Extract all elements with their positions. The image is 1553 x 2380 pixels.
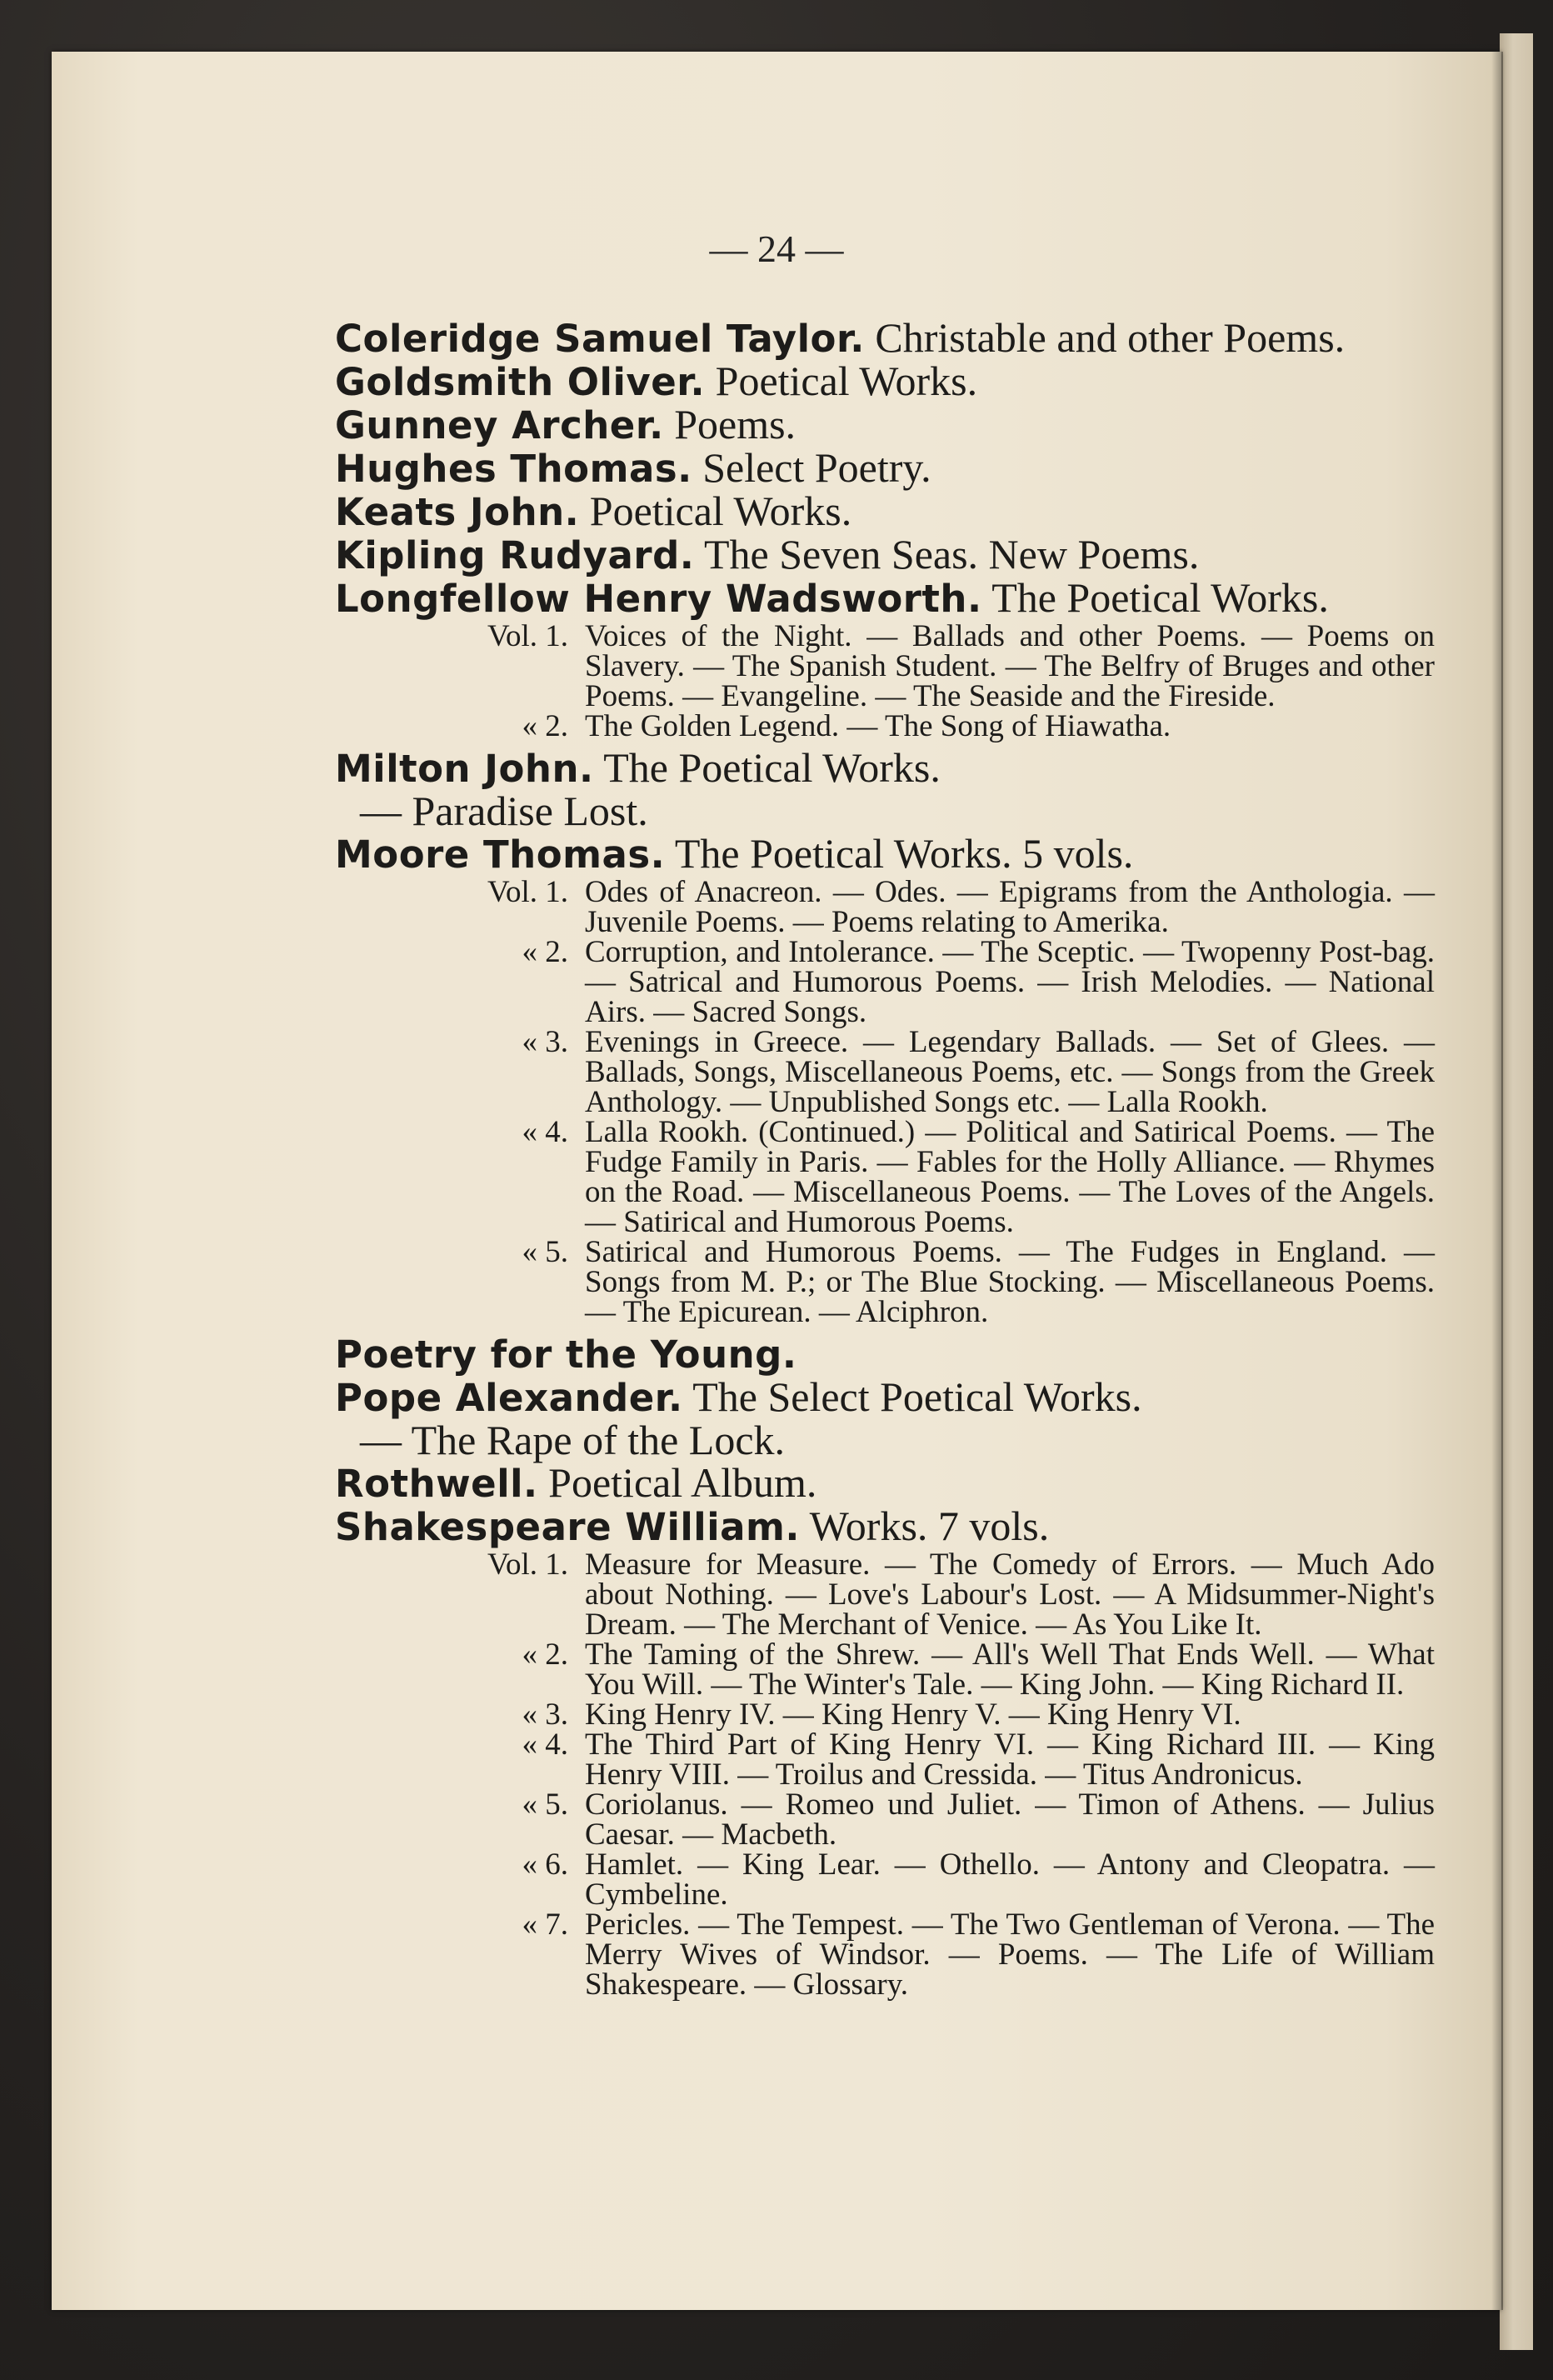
volume-contents: Corruption, and Intolerance. — The Sceptic. — Twopenny Post-bag. — Satrical and Humorous Poems. — Irish Melodies. — National Airs. — Sacred Songs.	[585, 935, 1435, 1029]
volume-item	[335, 1730, 1435, 1790]
entry-rothwell	[335, 1459, 1435, 1506]
title: Select Poetry.	[702, 444, 931, 491]
title: Poetical Works.	[589, 488, 852, 534]
volume-item	[335, 1115, 1435, 1239]
volume-item	[335, 875, 1435, 939]
title: The Seven Seas. New Poems.	[703, 531, 1200, 578]
volume-contents: Voices of the Night. — Ballads and other Poems. — Poems on Slavery. — The Spanish Student. — The Belfry of Bruges and other Poems. — Evangeline. — The Seaside and the Fireside.	[585, 619, 1435, 713]
title: The Poetical Works. 5 vols.	[674, 830, 1134, 877]
volume-item	[335, 1850, 1435, 1910]
volume-contents: Lalla Rookh. (Continued.) — Political and Satirical Poems. — The Fudge Family in Paris. — Fables for the Holly Alliance. — Rhymes on the Road. — Miscellaneous Poems. — The Loves of the Angels. — Satirical and Humorous Poems.	[585, 1115, 1435, 1239]
title: The Select Poetical Works.	[692, 1373, 1142, 1420]
volume-item	[335, 1550, 1435, 1640]
entry-poetry-young	[335, 1332, 1435, 1376]
volume-item	[335, 1910, 1435, 2000]
pope-subentry: — The Rape of the Lock.	[360, 1417, 786, 1463]
adjacent-page-edge	[1500, 33, 1533, 2350]
author: Keats John.	[335, 490, 580, 534]
volume-item	[335, 935, 1435, 1029]
entry-keats	[335, 490, 1435, 533]
title: Poems.	[674, 401, 796, 448]
entry-moore	[335, 832, 1435, 876]
title: Poetical Album.	[548, 1459, 817, 1506]
volume-item	[335, 1700, 1435, 1730]
entry-gunney	[335, 403, 1435, 447]
author: Moore Thomas.	[335, 832, 666, 877]
volume-label: « 7.	[522, 1908, 568, 1942]
volume-label: « 4.	[522, 1115, 568, 1149]
entry-longfellow	[335, 574, 1435, 621]
author: Shakespeare William.	[335, 1505, 800, 1549]
volume-contents: King Henry IV. — King Henry V. — King Henry VI.	[585, 1698, 1241, 1732]
author: Milton John.	[335, 747, 594, 791]
volume-label: Vol. 1.	[487, 875, 568, 909]
volume-label: « 6.	[522, 1848, 568, 1882]
entry-pope	[335, 1373, 1435, 1420]
title: The Poetical Works.	[603, 744, 941, 791]
volume-label: Vol. 1.	[487, 619, 568, 653]
volume-item	[335, 1025, 1435, 1119]
volume-contents: Coriolanus. — Romeo und Juliet. — Timon of Athens. — Julius Caesar. — Macbeth.	[585, 1788, 1435, 1852]
volume-contents: The Third Part of King Henry VI. — King Richard III. — King Henry VIII. — Troilus and Cressida. — Titus Andronicus.	[585, 1728, 1435, 1792]
volume-label: « 5.	[522, 1788, 568, 1822]
title: Works. 7 vols.	[809, 1502, 1050, 1549]
volume-contents: Pericles. — The Tempest. — The Two Gentleman of Verona. — The Merry Wives of Windsor. — Poems. — The Life of William Shakespeare. — Glossary.	[585, 1908, 1435, 2002]
author: Longfellow Henry Wadsworth.	[335, 577, 982, 621]
volume-label: « 4.	[522, 1728, 568, 1762]
volume-contents: Hamlet. — King Lear. — Othello. — Antony and Cleopatra. — Cymbeline.	[585, 1848, 1435, 1912]
volume-label: « 5.	[522, 1235, 568, 1269]
volume-item	[335, 1790, 1435, 1850]
page-number: — 24 —	[709, 228, 844, 270]
volume-contents: Measure for Measure. — The Comedy of Errors. — Much Ado about Nothing. — Love's Labour's Lost. — A Midsummer-Night's Dream. — The Merchant of Venice. — As You Like It.	[585, 1548, 1435, 1642]
volume-contents: Satirical and Humorous Poems. — The Fudges in England. — Songs from M. P.; or The Blue Stocking. — Miscellaneous Poems. — The Epicurean. — Alciphron.	[585, 1235, 1435, 1329]
volume-item	[335, 1235, 1435, 1329]
catalog-listing	[335, 314, 1435, 2005]
volume-label: « 2.	[522, 709, 568, 743]
page-gutter-shadow	[1491, 52, 1503, 2310]
volume-label: « 2.	[522, 1638, 568, 1672]
entry-shakespeare	[335, 1502, 1435, 1549]
entry-hughes	[335, 444, 1435, 491]
author: Goldsmith Oliver.	[335, 360, 706, 404]
moore-volumes	[335, 875, 1435, 1329]
author: Kipling Rudyard.	[335, 533, 695, 578]
volume-item	[335, 619, 1435, 713]
title: Poetical Works.	[715, 358, 978, 404]
shakespeare-volumes	[335, 1550, 1435, 2000]
longfellow-volumes	[335, 619, 1435, 743]
volume-label: « 2.	[522, 935, 568, 969]
book-page	[52, 52, 1501, 2310]
volume-contents: Evenings in Greece. — Legendary Ballads. — Set of Glees. — Ballads, Songs, Miscellaneous Poems, etc. — Songs from the Greek Anthology. — Unpublished Songs etc. — Lalla Rookh.	[585, 1025, 1435, 1119]
author: Coleridge Samuel Taylor.	[335, 317, 865, 361]
entry-goldsmith	[335, 360, 1435, 403]
volume-contents: The Golden Legend. — The Song of Hiawatha.	[585, 709, 1171, 743]
author: Hughes Thomas.	[335, 447, 692, 491]
entry-coleridge	[335, 314, 1435, 361]
volume-contents: Odes of Anacreon. — Odes. — Epigrams from the Anthologia. — Juvenile Poems. — Poems relating to Amerika.	[585, 875, 1435, 939]
volume-contents: The Taming of the Shrew. — All's Well That Ends Well. — What You Will. — The Winter's Tale. — King John. — King Richard II.	[585, 1638, 1435, 1702]
title: Christable and other Poems.	[875, 314, 1346, 361]
milton-subentry: — Paradise Lost.	[360, 788, 648, 834]
author: Rothwell.	[335, 1462, 538, 1506]
title: The Poetical Works.	[991, 574, 1329, 621]
volume-item	[335, 1640, 1435, 1700]
volume-label: « 3.	[522, 1025, 568, 1059]
author: Gunney Archer.	[335, 403, 664, 448]
volume-item	[335, 709, 1435, 743]
author: Pope Alexander.	[335, 1376, 683, 1420]
entry-kipling	[335, 533, 1435, 577]
author: Poetry for the Young.	[335, 1332, 797, 1377]
volume-label: Vol. 1.	[487, 1548, 568, 1582]
entry-milton	[335, 744, 1435, 791]
volume-label: « 3.	[522, 1698, 568, 1732]
